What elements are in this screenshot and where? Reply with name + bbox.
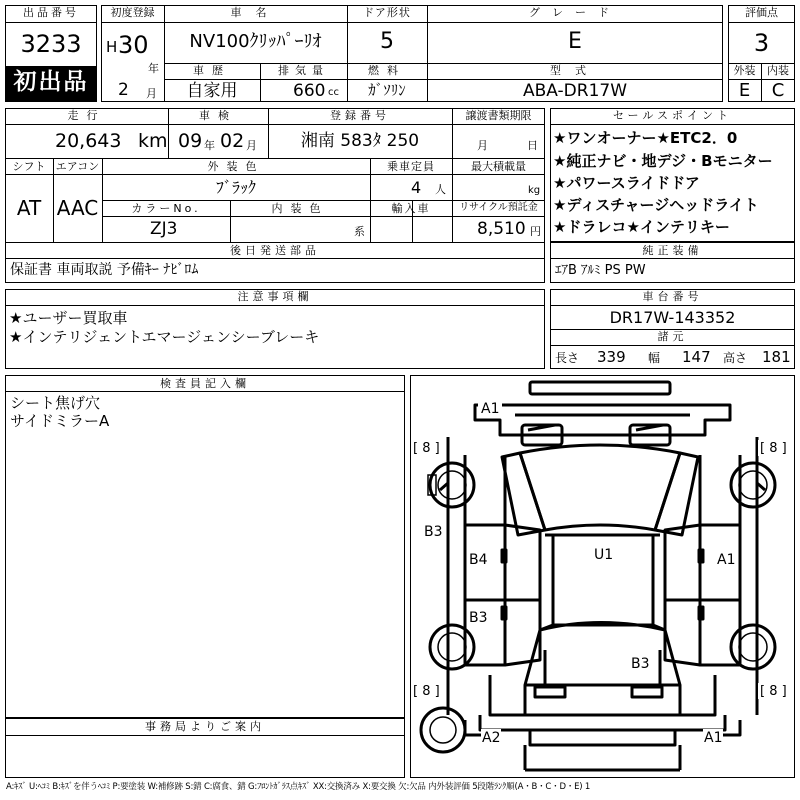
history: 自家用 xyxy=(186,81,238,101)
recycle-unit: 円 xyxy=(530,225,541,238)
capacity: 4 xyxy=(411,178,422,197)
transfer-label: 譲渡書類期限 xyxy=(465,109,532,122)
plate: 湘南 583ﾀ 250 xyxy=(300,131,420,151)
load-label: 最大積載量 xyxy=(471,160,526,173)
car-diagram xyxy=(410,375,795,778)
length: 339 xyxy=(597,348,626,366)
capacity-unit: 人 xyxy=(435,183,446,196)
aircon-label: エアコン xyxy=(55,160,100,173)
mark-roof: U1 xyxy=(594,547,614,563)
mark-rear-bumper-left: A2 xyxy=(482,730,501,746)
length-label: 長さ xyxy=(555,351,580,365)
inspector-item: シート焦げ穴 xyxy=(10,394,101,412)
car-name: NV100ｸﾘｯﾊﾟｰﾘｵ xyxy=(189,31,322,52)
shift-label: シフト xyxy=(12,160,46,173)
mark-back-door: B3 xyxy=(631,656,650,672)
mileage: 20,643 xyxy=(55,130,122,152)
recycle-label: リサイクル預託金 xyxy=(459,202,538,213)
sales-points-label: セールスポイント xyxy=(612,109,732,122)
mileage-label: 走行 xyxy=(67,109,106,122)
genuine-value: ｴｱB ｱﾙﾐ PS PW xyxy=(555,263,646,278)
note-item: ★インテリジェントエマージェンシーブレーキ xyxy=(9,328,320,346)
door-label: ドア形状 xyxy=(363,6,411,19)
first-listing-text: 初出品 xyxy=(13,69,89,95)
insp-year-unit: 年 xyxy=(204,139,215,152)
int-color-label: 内装色 xyxy=(271,202,329,215)
model: ABA-DR17W xyxy=(522,81,628,101)
reg-year: 30 xyxy=(118,31,149,59)
color-no-label: カラーNo. xyxy=(131,202,201,215)
import-label: 輸入車 xyxy=(391,202,431,215)
notes-label: 注意事項欄 xyxy=(237,290,313,303)
transfer-month: 月 xyxy=(477,139,488,152)
displacement-label: 排気量 xyxy=(278,64,329,77)
shift: AT xyxy=(16,196,42,220)
mark-left-side: B3 xyxy=(424,524,443,540)
mark-rear-quarter-left: B3 xyxy=(469,610,488,626)
era: H xyxy=(106,38,118,56)
specs-label: 諸元 xyxy=(657,330,688,343)
score: 3 xyxy=(753,29,770,57)
insp-month-unit: 月 xyxy=(246,139,257,152)
note-item: ★ユーザー買取車 xyxy=(9,309,128,327)
width-label: 幅 xyxy=(648,351,661,365)
lot-no-label: 出品番号 xyxy=(23,6,79,19)
score-label: 評価点 xyxy=(745,6,778,19)
exterior-score: E xyxy=(738,80,751,101)
office-label: 事務局よりご案内 xyxy=(145,720,265,733)
exterior-label: 外装 xyxy=(733,64,756,77)
height: 181 xyxy=(762,348,791,366)
fuel: ｶﾞｿﾘﾝ xyxy=(368,81,406,99)
ext-color: ﾌﾞﾗｯｸ xyxy=(215,178,256,197)
later-parts-label: 後日発送部品 xyxy=(230,244,320,257)
grade: E xyxy=(568,29,582,54)
interior-label: 内装 xyxy=(767,64,789,77)
year-unit: 年 xyxy=(148,62,159,75)
ext-color-label: 外装色 xyxy=(207,160,265,173)
mark-rear-door-left: B4 xyxy=(469,552,488,568)
transfer-day: 日 xyxy=(527,139,538,152)
insp-month: 02 xyxy=(220,130,245,152)
inspector-item: サイドミラーA xyxy=(10,412,110,430)
insp-year: 09 xyxy=(178,130,203,152)
doors: 5 xyxy=(380,29,394,54)
cc-unit: cc xyxy=(328,87,339,98)
sales-point-item: ★ドラレコ★インテリキー xyxy=(553,218,730,236)
mileage-unit: km xyxy=(138,130,168,152)
width: 147 xyxy=(682,348,711,366)
height-label: 高さ xyxy=(723,351,748,365)
lot-no: 3233 xyxy=(20,30,82,58)
mark-rear-bumper-right: A1 xyxy=(704,730,723,746)
chassis-label: 車台番号 xyxy=(642,290,703,303)
mark-front-door-right: A1 xyxy=(717,552,736,568)
later-parts: 保証書 車両取説 予備ｷｰ ﾅﾋﾞﾛﾑ xyxy=(10,262,199,278)
tire-tread-top-right: [ 8 ] xyxy=(760,441,787,456)
displacement: 660 xyxy=(293,81,326,101)
model-label: 型式 xyxy=(550,64,600,77)
sales-point-item: ★ワンオーナー★ETC2．0 xyxy=(553,129,738,147)
reg-month: 2 xyxy=(118,80,129,100)
legend: A:ｷｽﾞ U:ﾍｺﾐ B:ｷｽﾞを伴うﾍｺﾐ P:要塗装 W:補修跡 S:錆 C:腐食、錆 G:ﾌﾛﾝﾄｶﾞﾗｽ点ｷｽﾞ XX:交換済み X:要交換 欠:欠品 内外装評価 5段階ﾗﾝｸ順(A・B・C・D・E) 1 xyxy=(6,782,591,792)
sales-point-item: ★ディスチャージヘッドライト xyxy=(553,196,759,214)
genuine-label: 純正装備 xyxy=(642,244,703,257)
interior-score: C xyxy=(771,80,785,101)
capacity-label: 乗車定員 xyxy=(387,160,435,173)
sales-point-item: ★純正ナビ・地デジ・Bモニター xyxy=(553,152,773,170)
inspection-label: 車検 xyxy=(199,109,237,122)
mark-front: A1 xyxy=(481,401,500,417)
tire-tread-bottom-right: [ 8 ] xyxy=(760,684,787,699)
first-reg-label: 初度登録 xyxy=(110,6,155,19)
chassis-no: DR17W-143352 xyxy=(609,308,736,327)
sales-point-item: ★パワースライドドア xyxy=(553,174,700,192)
load-unit: kg xyxy=(528,185,541,196)
plate-label: 登録番号 xyxy=(330,109,390,122)
grade-label: グレード xyxy=(529,6,621,19)
int-color-unit: 系 xyxy=(354,225,365,238)
recycle: 8,510 xyxy=(477,219,526,239)
month-unit: 月 xyxy=(146,87,157,100)
tire-tread-top-left: [ 8 ] xyxy=(413,441,440,456)
inspector-label: 検査員記入欄 xyxy=(160,377,250,390)
history-label: 車歴 xyxy=(193,64,231,77)
fuel-label: 燃料 xyxy=(368,64,406,77)
color-no: ZJ3 xyxy=(150,219,178,239)
car-name-label: 車名 xyxy=(230,6,281,19)
aircon: AAC xyxy=(56,196,99,220)
tire-tread-bottom-left: [ 8 ] xyxy=(413,684,440,699)
